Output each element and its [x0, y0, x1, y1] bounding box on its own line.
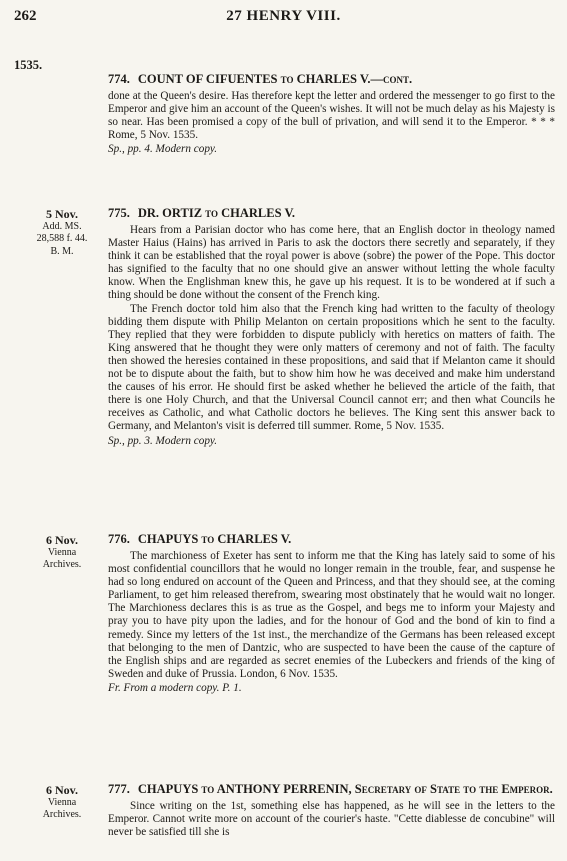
margin-note	[22, 534, 102, 572]
entry-heading: COUNT OF CIFUENTES to CHARLES V.—cont.	[137, 72, 413, 86]
page-header	[14, 8, 553, 30]
margin-date: 6 Nov.	[45, 783, 78, 797]
year-marker: 1535.	[14, 58, 43, 72]
margin-source-line: Archives.	[42, 559, 82, 570]
entry-number: 775.	[108, 206, 130, 220]
entry-paragraph: done at the Queen's desire. Has therefore kept the letter and ordered the messenger to go first to the Emperor and give him an account of the Queen's wishes. It will not be much delay as his Majesty is so near. Has been promised a copy of the bull of privation, and will send it to the Emperor. * * * Rome, 5 Nov. 1535.	[108, 90, 555, 142]
entry-heading: CHAPUYS to ANTHONY PERRENIN, Secretary of State to the Emperor.	[137, 782, 553, 796]
entry-number: 774.	[108, 72, 130, 86]
entry-title	[108, 532, 555, 547]
entry-body	[108, 206, 555, 448]
entry-title	[108, 206, 555, 221]
margin-note	[22, 784, 102, 822]
margin-source-line: B. M.	[50, 245, 74, 257]
entry-number: 776.	[108, 532, 130, 546]
entry-body	[108, 532, 555, 695]
margin-source-line: 28,588 f. 44.	[36, 233, 88, 244]
margin-note	[22, 208, 102, 258]
margin-source-line: Vienna	[47, 546, 77, 558]
margin-date: 5 Nov.	[45, 207, 78, 221]
entry-body	[108, 782, 555, 839]
margin-source-line: Archives.	[42, 809, 82, 820]
entry-source-note: Sp., pp. 4. Modern copy.	[108, 143, 218, 156]
entry-heading: DR. ORTIZ to CHARLES V.	[137, 206, 295, 220]
entry-source-note: Fr. From a modern copy. P. 1.	[108, 681, 242, 694]
entry-paragraph: The French doctor told him also that the French king had written to the faculty of theology bidding them dispute with Philip Melanton on certain propositions which he sent to the faculty. They replied that they were forbidden to dispute publicly with heretics on matters of faith. The King answered that he thought they were only matters of ceremony and not of faith. The faculty then showed the heresies contained in these propositions, and said that if Melanton came it should not be to dispute about the faith, but to show him how he was deceived and make him understand the causes of his error. He should first be asked whether he believed the article of the faith, that there is one Holy Church, and that the Universal Council cannot err; and then what Councils he receives as Catholic, and what Catholic doctors he believes. The King sent this answer back to Germany, and Melanton's visit is deferred till summer. Rome, 5 Nov. 1535.	[108, 302, 555, 433]
entry-heading: CHAPUYS to CHARLES V.	[137, 532, 292, 546]
entry-title	[108, 782, 555, 797]
entry-body	[108, 72, 555, 156]
margin-source-line: Add. MS.	[42, 220, 82, 232]
page-number: 262	[14, 8, 37, 24]
entry-title	[108, 72, 555, 87]
entry-paragraph: Hears from a Parisian doctor who has come here, that an English doctor in theology named Master Haius (Hains) has arrived in Paris to ask the doctors there secretly and separately, if they think it can be established that the royal power is above (sobre) the power of the Pope. This doctor has signified to the faculty that no one should give an answer without letting the whole faculty know. When the Englishman knew this, he gave up his request. It is to be wondered at if such a thing should be done without the consent of the French king.	[108, 224, 555, 302]
margin-source-line: Vienna	[47, 796, 77, 808]
running-head: 27 HENRY VIII.	[226, 8, 341, 24]
entry-number: 777.	[108, 782, 130, 796]
entry-paragraph: Since writing on the 1st, something else has happened, as he will see in the letters to the Emperor. Cannot write more on account of the courier's haste. "Cette diablesse de concubine" will never be satisfied till she is	[108, 800, 555, 839]
margin-date: 6 Nov.	[45, 533, 78, 547]
entry-source-note: Sp., pp. 3. Modern copy.	[108, 434, 218, 447]
entry-paragraph: The marchioness of Exeter has sent to inform me that the King has lately said to some of his most confidential councillors that he would no longer remain in the trouble, fear, and suspense he had so long endured on account of the Queen and Princess, and that they should see, at the coming Parliament, to get him released therefrom, swearing most obstinately that he would wait no longer. The Marchioness declares this is as true as the Gospel, and begs me to inform your Majesty and pray you to have pity upon the ladies, and for the honour of God and the bond of kin to find a remedy. Since my letters of the 1st inst., the merchandize of the Germans has been released except that belonging to the men of Dantzic, who are suspected to have been the cause of the capture of the English ships and are regarded as secret enemies of the Lubeckers and friends of the king of Sweden and duke of Prussia. London, 6 Nov. 1535.	[108, 550, 555, 680]
